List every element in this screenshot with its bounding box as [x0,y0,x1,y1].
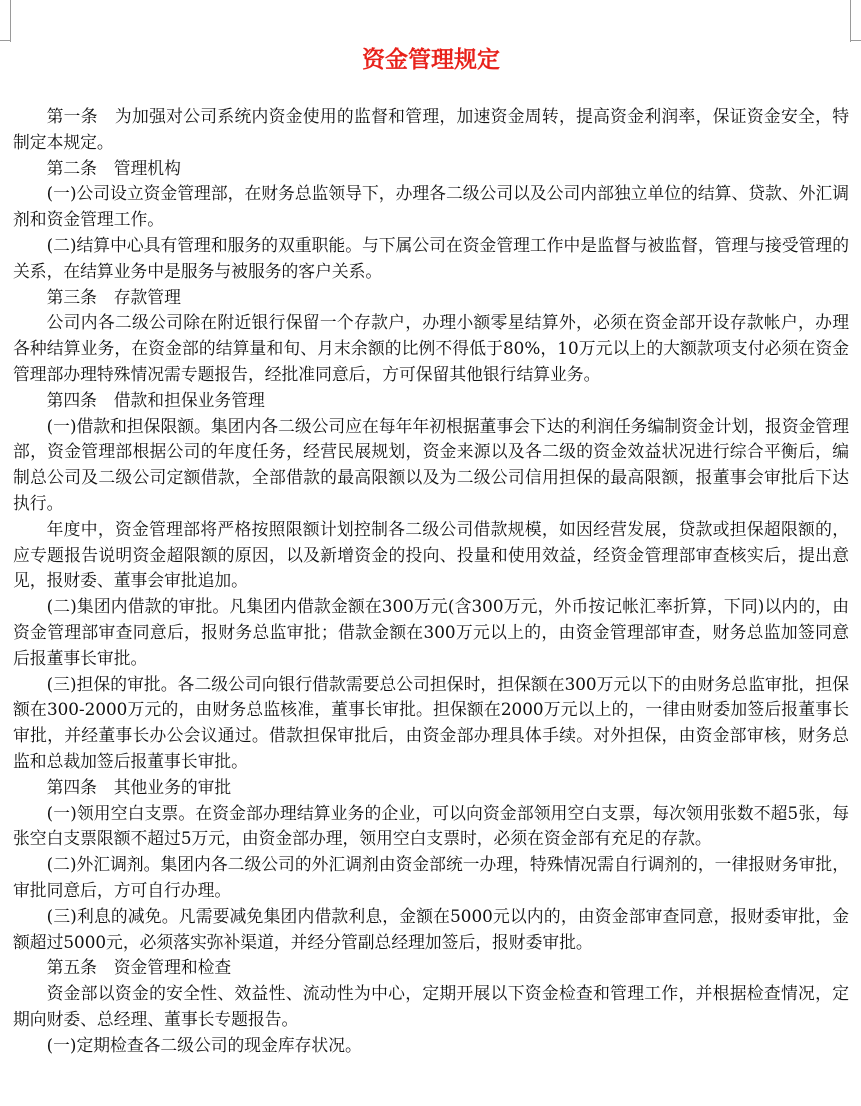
paragraph-4-2: (二)集团内借款的审批。凡集团内借款金额在300万元(含300万元，外币按记帐汇率折算，下同)以内的，由资金管理部审查同意后，报财务总监审批；借款金额在300万元以上的，由资金管理部审查，财务总监加签同意后报董事长审批。 [13,596,849,668]
document-title: 资金管理规定 [362,47,500,73]
heading-article-4b: 第四条 其他业务的审批 [46,776,232,797]
page-corner-mark-right [850,0,861,42]
document-page[interactable] [13,0,849,1058]
heading-article-5: 第五条 资金管理和检查 [46,957,232,978]
paragraph-article-1: 第一条 为加强对公司系统内资金使用的监督和管理，加速资金周转，提高资金利润率，保证资金安全，特制定本规定。 [13,106,849,152]
heading-article-4: 第四条 借款和担保业务管理 [46,389,265,410]
paragraph-2-2: (二)结算中心具有管理和服务的双重职能。与下属公司在资金管理工作中是监督与被监督，管理与接受管理的关系，在结算业务中是服务与被服务的客户关系。 [13,234,849,281]
document-body[interactable] [13,104,849,1058]
page-corner-mark-left [0,0,11,42]
paragraph-4b-2: (二)外汇调剂。集团内各二级公司的外汇调剂由资金部统一办理，特殊情况需自行调剂的，一律报财务审批，审批同意后，方可自行办理。 [13,854,849,900]
paragraph-5-1: 资金部以资金的安全性、效益性、流动性为中心，定期开展以下资金检查和管理工作，并根据检查情况，定期向财委、总经理、董事长专题报告。 [13,983,849,1029]
paragraph-4-1: (一)借款和担保限额。集团内各二级公司应在每年年初根据董事会下达的利润任务编制资金计划，报资金管理部，资金管理部根据公司的年度任务，经营民展规划，资金来源以及各二级的资金效益状况进行综合平衡后，编制总公司及二级公司定额借款，全部借款的最高限额以及为二级公司信用担保的最高限额，报董事会审批后下达执行。 [13,415,849,513]
paragraph-4b-3: (三)利息的减免。凡需要减免集团内借款利息，金额在5000元以内的，由资金部审查同意，报财委审批，金额超过5000元，必须落实弥补渠道，并经分管副总经理加签后，报财委审批。 [13,905,849,952]
heading-article-3: 第三条 存款管理 [46,286,181,307]
paragraph-4-1b: 年度中，资金管理部将严格按照限额计划控制各二级公司借款规模，如因经营发展，贷款或担保超限额的，应专题报告说明资金超限额的原因，以及新增资金的投向、投量和使用效益，经资金管理部审查核实后，提出意见，报财委、董事会审批追加。 [13,518,849,591]
page-corner-mark-right-h [851,40,861,41]
paragraph-3-1: 公司内各二级公司除在附近银行保留一个存款户，办理小额零星结算外，必须在资金部开设存款帐户，办理各种结算业务，在资金部的结算量和旬、月末余额的比例不得低于80%，10万元以上的大额款项支付必须在资金管理部办理特殊情况需专题报告，经批准同意后，方可保留其他银行结算业务。 [13,312,849,384]
paragraph-4b-1: (一)领用空白支票。在资金部办理结算业务的企业，可以向资金部领用空白支票，每次领用张数不超5张，每张空白支票限额不超过5万元，由资金部办理，领用空白支票时，必须在资金部有充足的存款。 [13,802,849,849]
heading-article-2: 第二条 管理机构 [46,157,181,178]
paragraph-4-3: (三)担保的审批。各二级公司向银行借款需要总公司担保时，担保额在300万元以下的由财务总监审批，担保额在300-2000万元的，由财务总监核准，董事长审批。担保额在2000万元以上的，一律由财委加签后报董事长审批，并经董事长办公会议通过。借款担保审批后，由资金部办理具体手续。对外担保，由资金部审核，财务总监和总裁加签后报董事长审批。 [13,673,849,771]
paragraph-5-2: (一)定期检查各二级公司的现金库存状况。 [46,1034,362,1055]
page-corner-mark-left-h [0,40,10,41]
paragraph-2-1: (一)公司设立资金管理部，在财务总监领导下，办理各二级公司以及公司内部独立单位的结算、贷款、外汇调剂和资金管理工作。 [13,183,849,230]
